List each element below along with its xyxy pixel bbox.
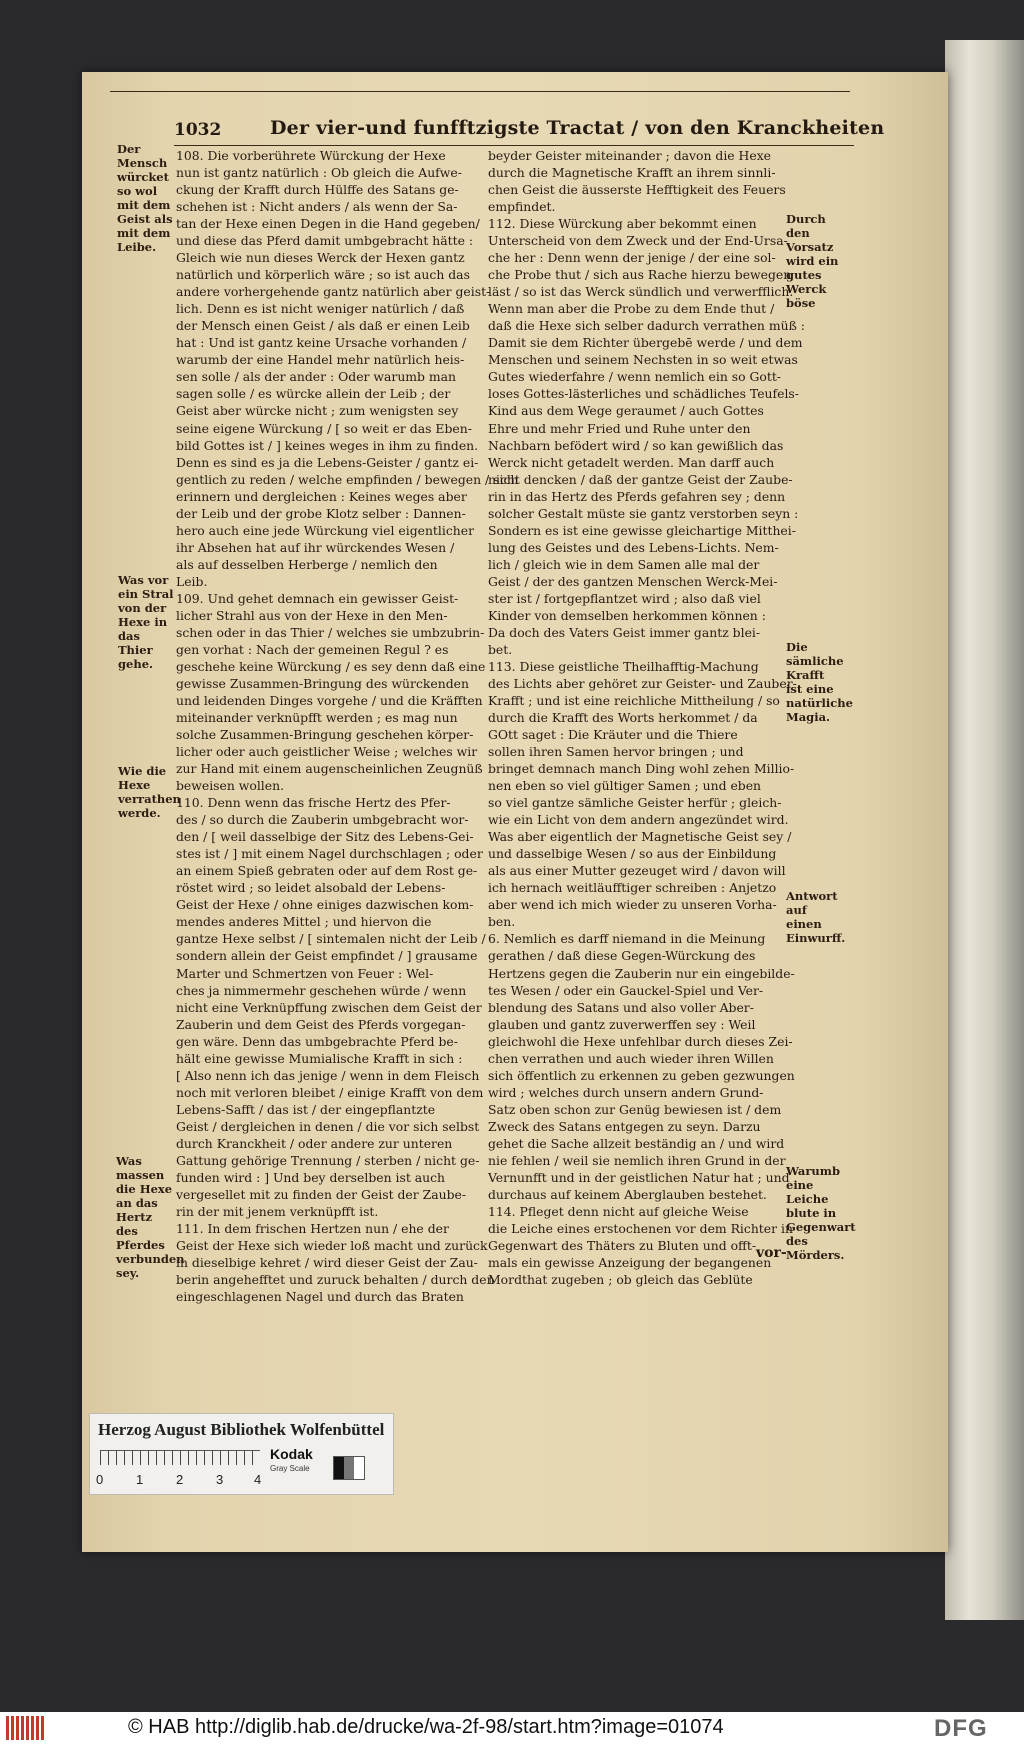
margin-note-right-4: Warumb eine Leiche blute in Gegenwart des Mörders. [786, 1164, 856, 1262]
text-line: Gleich wie nun dieses Werck der Hexen gantz [176, 250, 465, 266]
text-line: nicht dencken / daß der gantze Geist der Zaube- [488, 471, 793, 487]
text-line: bet. [488, 641, 513, 657]
text-line: lung des Geistes und des Lebens-Lichts. Nem- [488, 539, 779, 555]
text-line: 108. Die vorberührete Würckung der Hexe [176, 148, 446, 163]
text-line: 113. Diese geistliche Theilhafftig-Machung [488, 658, 759, 674]
text-line: Kinder von demselben herkommen können : [488, 607, 766, 623]
text-line: und leidenden Dinges vorgehe / und die Kräfften [176, 693, 483, 708]
text-line: Vernunfft und in der geistlichen Natur hat ; und [488, 1169, 790, 1185]
text-line: die Leiche eines erstochenen vor dem Richter in [488, 1220, 793, 1236]
text-line: Denn es sind es ja die Lebens-Geister / gantz ei- [176, 454, 479, 470]
text-line: ich hernach weitläufftiger schreiben : Anjetzo [488, 880, 777, 896]
text-line: mals ein gewisse Anzeigung der begangenen [488, 1255, 772, 1271]
text-line: che her : Denn wenn der jenige / der eine sol- [488, 250, 776, 266]
text-line: ihr Absehen hat auf ihr würckendes Wesen / [176, 539, 455, 555]
text-line: Da doch des Vaters Geist immer gantz blei- [488, 624, 761, 640]
library-name: Herzog August Bibliothek Wolfenbüttel [98, 1420, 385, 1439]
text-line: berin angehefftet und zuruck behalten / durch den [176, 1272, 495, 1288]
text-line: Marter und Schmertzen von Feuer : Wel- [176, 965, 434, 981]
text-line: stes ist / ] mit einem Nagel durchschlagen ; oder [176, 846, 483, 862]
text-line: Nachbarn befödert wird / so kan gewißlich das [488, 437, 784, 453]
text-line: aber wend ich mich wieder zu unseren Vorha- [488, 897, 777, 913]
text-line: gantze Hexe selbst / [ sintemalen nicht der Leib / [176, 931, 486, 947]
text-line: beyder Geister miteinander ; davon die Hexe [488, 148, 772, 163]
text-line: hero auch eine jede Würckung viel eigentlicher [176, 522, 475, 538]
text-line: läst / so ist das Werck sündlich und verwerfflich. [488, 284, 794, 300]
text-line: Mordthat zugeben ; ob gleich das Geblüte [488, 1272, 753, 1288]
gray-scale-label: Gray Scale [270, 1464, 310, 1473]
running-title: Der vier-und funfftzigste Tractat / von den Kranckheiten [270, 117, 885, 139]
text-line: nen eben so viel gültiger Samen ; und eben [488, 778, 762, 794]
text-line: Kind aus dem Wege geraumet / auch Gottes [488, 403, 764, 419]
text-line: erinnern und dergleichen : Keines weges aber [176, 488, 467, 504]
ruler-number: 1 [136, 1472, 144, 1487]
text-line: gentlich zu reden / welche empfinden / bewegen / sich [176, 471, 519, 487]
ruler-number: 3 [216, 1472, 224, 1487]
margin-note-left-1: Der Mensch würcket so wol mit dem Geist als mit dem Leibe. [117, 142, 173, 254]
text-line: beweisen wollen. [176, 778, 285, 794]
text-line: GOtt saget : Die Kräuter und die Thiere [488, 727, 738, 743]
text-line: Satz oben schon zur Genüg bewiesen ist / dem [488, 1101, 782, 1117]
text-line: schehen ist : Nicht anders / als wenn der Sa- [176, 199, 458, 215]
text-line: und diese das Pferd damit umbgebracht hätte : [176, 233, 474, 249]
text-line: licher Strahl aus von der Hexe in den Men- [176, 607, 448, 623]
text-line: solche Zusammen-Bringung geschehen körper- [176, 727, 474, 743]
text-line: che Probe thut / sich aus Rache hierzu bewegen [488, 267, 792, 283]
text-line: bringet demnach manch Ding wohl zehen Millio- [488, 761, 795, 777]
page-number: 1032 [174, 120, 222, 140]
text-line: als aus einer Mutter gezeuget wird / davon will [488, 863, 786, 879]
text-line: gen vorhat : Nach der gemeinen Regul ? es [176, 641, 449, 657]
text-column-left [176, 147, 519, 1305]
text-line: sagen solle / es würcke allein der Leib ; der [176, 386, 451, 402]
text-line: chen Geist die äusserste Hefftigkeit des Feuers [488, 182, 786, 198]
text-line: durch die Magnetische Krafft an ihrem sinnli- [488, 165, 776, 181]
text-line: gewisse Zusammen-Bringung des würckenden [176, 675, 469, 691]
text-line: seine eigene Würckung / [ so weit er das Eben- [176, 420, 472, 436]
hab-logo-icon [6, 1716, 46, 1740]
text-line: schen oder in das Thier / welches sie umbzubrin- [176, 624, 485, 640]
text-line: gleichwohl die Hexe unfehlbar durch dieses Zei- [488, 1033, 793, 1049]
text-line: ches ja nimmermehr geschehen würde / wenn [176, 982, 467, 998]
text-line: durch Kranckheit / oder andere zur unteren [176, 1135, 453, 1151]
text-line: rin der mit jenem verknüpfft ist. [176, 1203, 379, 1219]
text-line: durch die Krafft des Worts herkommet / da [488, 710, 758, 726]
text-line: gehet die Sache allzeit beständig an / und wird [488, 1135, 785, 1151]
text-line: 112. Diese Würckung aber bekommt einen [488, 216, 757, 232]
text-line: sen solle / als der ander : Oder warumb man [176, 369, 457, 385]
margin-note-right-3: Antwort auf einen Einwurff. [786, 889, 846, 945]
book-edge [945, 40, 1024, 1620]
text-line: 111. In dem frischen Hertzen nun / ehe der [176, 1220, 449, 1236]
text-line: eingeschlagenen Nagel und durch das Braten [176, 1289, 464, 1305]
text-line: der Leib und der grobe Klotz selber : Dannen- [176, 505, 466, 521]
kodak-logo: Kodak [270, 1446, 313, 1462]
ruler-number: 4 [254, 1472, 262, 1487]
text-line: sondern allein der Geist empfindet / ] grausame [176, 948, 478, 964]
text-line: Werck nicht getadelt werden. Man darff auch [488, 454, 775, 470]
text-line: Geist / der des gantzen Menschen Werck-Mei- [488, 573, 778, 589]
page-header [110, 57, 850, 92]
text-line: miteinander verknüpfft werden ; es mag nun [176, 710, 458, 726]
text-line: des Lichts aber gehöret zur Geister- und Zauber- [488, 675, 797, 691]
text-line: hält eine gewisse Mumialische Krafft in sich : [176, 1050, 463, 1066]
source-url-link[interactable]: © HAB http://diglib.hab.de/drucke/wa-2f-98/start.htm?image=01074 [128, 1716, 724, 1738]
text-line: Ehre und mehr Fried und Ruhe unter den [488, 420, 751, 436]
text-line: vergesellet mit zu finden der Geist der Zaube- [176, 1186, 467, 1202]
text-line: an einem Spieß gebraten oder auf dem Rost ge- [176, 863, 478, 879]
text-line: licher oder auch geistlicher Weise ; welches wir [176, 744, 478, 760]
page-header-text [174, 115, 885, 146]
text-line: Gegenwart des Thäters zu Bluten und offt- [488, 1238, 757, 1253]
text-line: 6. Nemlich es darff niemand in die Meinung [488, 931, 766, 947]
text-line: Menschen und seinem Nechsten in so weit etwas [488, 352, 798, 368]
text-column-right [488, 147, 805, 1288]
text-line: Unterscheid von dem Zweck und der End-Ursa- [488, 233, 788, 249]
text-line: noch mit verloren bleibet / einige Krafft von dem [176, 1084, 484, 1100]
dfg-logo: DFG [934, 1715, 988, 1742]
margin-note-left-4: Was massen die Hexe an das Hertz des Pferdes verbunden sey. [116, 1154, 185, 1280]
text-line: Geist aber würcke nicht ; zum wenigsten sey [176, 403, 459, 419]
text-line: warumb der eine Handel mehr natürlich heis- [176, 352, 465, 368]
text-line: des / so durch die Zauberin umbgebracht wor- [176, 812, 469, 828]
text-line: ster ist / fortgepflantzet wird ; also daß viel [488, 590, 761, 606]
text-line: Hertzens gegen die Zauberin nur ein eingebilde- [488, 965, 795, 981]
text-line: rin in das Hertz des Pferds gefahren sey ; denn [488, 488, 786, 504]
text-line: 114. Pfleget denn nicht auf gleiche Weise [488, 1203, 749, 1219]
text-line: der Mensch einen Geist / als daß er einen Leib [176, 318, 470, 334]
text-line: Was aber eigentlich der Magnetische Geist sey / [488, 829, 792, 845]
text-line: [ Also nenn ich das jenige / wenn in dem Fleisch [176, 1067, 480, 1083]
text-line: Gattung gehörige Trennung / sterben / nicht ge- [176, 1152, 480, 1168]
margin-note-left-3: Wie die Hexe verrathen werde. [118, 764, 181, 820]
text-line: röstet wird ; so leidet alsobald der Lebens- [176, 880, 446, 896]
text-line: geschehe keine Würckung / es sey denn daß eine [176, 658, 486, 674]
gray-scale-patch [333, 1456, 365, 1480]
text-line: Lebens-Safft / das ist / der eingepflantzte [176, 1101, 436, 1117]
text-line: Damit sie dem Richter übergebē werde / und dem [488, 335, 803, 351]
text-line: solcher Gestalt müste sie gantz verstorben seyn : [488, 505, 799, 521]
text-line: Gutes wiederfahre / wenn nemlich ein so Gott- [488, 369, 781, 385]
text-line: wird ; welches durch unsern andern Grund- [488, 1084, 764, 1100]
text-line: als auf desselben Herberge / nemlich den [176, 556, 438, 572]
text-line: nun ist gantz natürlich : Ob gleich die Aufwe- [176, 165, 462, 181]
margin-note-right-2: Die sämliche Krafft ist eine natürliche Magia. [786, 640, 853, 724]
text-line: Geist der Hexe / ohne einiges dazwischen kom- [176, 897, 474, 913]
margin-note-right-1: Durch den Vorsatz wird ein gutes Werck böse [786, 212, 839, 310]
text-line: Sondern es ist eine gewisse gleichartige Mitthei- [488, 522, 796, 538]
text-line: tan der Hexe einen Degen in die Hand gegeben/ [176, 216, 480, 232]
library-scale-card [89, 1413, 394, 1495]
text-line: Leib. [176, 573, 208, 589]
text-line: sich öffentlich zu erkennen zu geben gezwungen [488, 1067, 795, 1083]
text-line: Geist der Hexe sich wieder loß macht und zurück [176, 1238, 488, 1253]
text-line: nie fehlen / weil sie nemlich ihren Grund in der [488, 1152, 786, 1168]
text-line: Zauberin und dem Geist des Pferds vorgegan- [176, 1016, 466, 1032]
text-line: 110. Denn wenn das frische Hertz des Pfer- [176, 795, 451, 811]
text-line: so viel gantze sämliche Geister herfür ; gleich- [488, 795, 782, 811]
measurement-ruler [100, 1450, 260, 1465]
text-line: Geist / dergleichen in denen / die vor sich selbst [176, 1118, 480, 1134]
text-line: wie ein Licht von dem andern angezündet wird. [488, 812, 789, 828]
text-line: zur Hand mit einem augenscheinlichen Zeugnüß [176, 761, 483, 777]
text-line: und dasselbige Wesen / so aus der Einbildung [488, 846, 777, 862]
text-line: Wenn man aber die Probe zu dem Ende thut / [488, 301, 775, 317]
text-line: sollen ihren Samen hervor bringen ; und [488, 744, 744, 760]
text-line: tes Wesen / oder ein Gauckel-Spiel und Ver- [488, 982, 764, 998]
text-line: natürlich und körperlich wäre ; so ist auch das [176, 267, 470, 283]
text-line: hat : Und ist gantz keine Ursache vorhanden / [176, 335, 467, 351]
text-line: funden wird : ] Und bey derselben ist auch [176, 1169, 446, 1185]
text-line: empfindet. [488, 199, 556, 215]
text-line: ckung der Krafft durch Hülffe des Satans ge- [176, 182, 459, 198]
text-line: mendes anderes Mittel ; und hiervon die [176, 914, 432, 930]
text-line: chen verrathen und auch wieder ihren Willen [488, 1050, 774, 1066]
text-line: lich. Denn es ist nicht weniger natürlich / daß [176, 301, 465, 317]
text-line: andere vorhergehende gantz natürlich aber geist- [176, 284, 491, 300]
text-line: loses Gottes-lästerliches und schädliches Teufels- [488, 386, 799, 402]
ruler-number: 0 [96, 1472, 104, 1487]
text-line: blendung des Satans und also voller Aber- [488, 999, 754, 1015]
catchword: vor- [756, 1245, 787, 1261]
text-line: lich / gleich wie in dem Samen alle mal der [488, 556, 760, 572]
text-line: bild Gottes ist / ] keines weges in ihm zu finden. [176, 437, 479, 453]
text-line: glauben und gantz zuverwerffen sey : Weil [488, 1016, 756, 1032]
text-line: daß die Hexe sich selber dadurch verrathen müß : [488, 318, 805, 334]
text-line: 109. Und gehet demnach ein gewisser Geist- [176, 590, 459, 606]
text-line: in dieselbige kehret / wird dieser Geist der Zau- [176, 1255, 478, 1271]
text-line: ben. [488, 914, 516, 930]
text-line: Krafft ; und ist eine reichliche Mittheilung / so [488, 693, 780, 708]
text-line: den / [ weil dasselbige der Sitz des Lebens-Gei- [176, 829, 474, 845]
text-line: nicht eine Verknüpffung zwischen dem Geist der [176, 999, 482, 1015]
text-line: gerathen / daß diese Gegen-Würckung des [488, 948, 756, 964]
ruler-number: 2 [176, 1472, 184, 1487]
margin-note-left-2: Was vor ein Stral von der Hexe in das Thier gehe. [118, 573, 174, 671]
text-line: Zweck des Satans entgegen zu seyn. Darzu [488, 1118, 761, 1134]
text-line: gen wäre. Denn das umbgebrachte Pferd be- [176, 1033, 458, 1049]
attribution-bar [0, 1712, 1024, 1745]
text-line: durchaus auf keinem Aberglauben bestehet. [488, 1186, 767, 1202]
